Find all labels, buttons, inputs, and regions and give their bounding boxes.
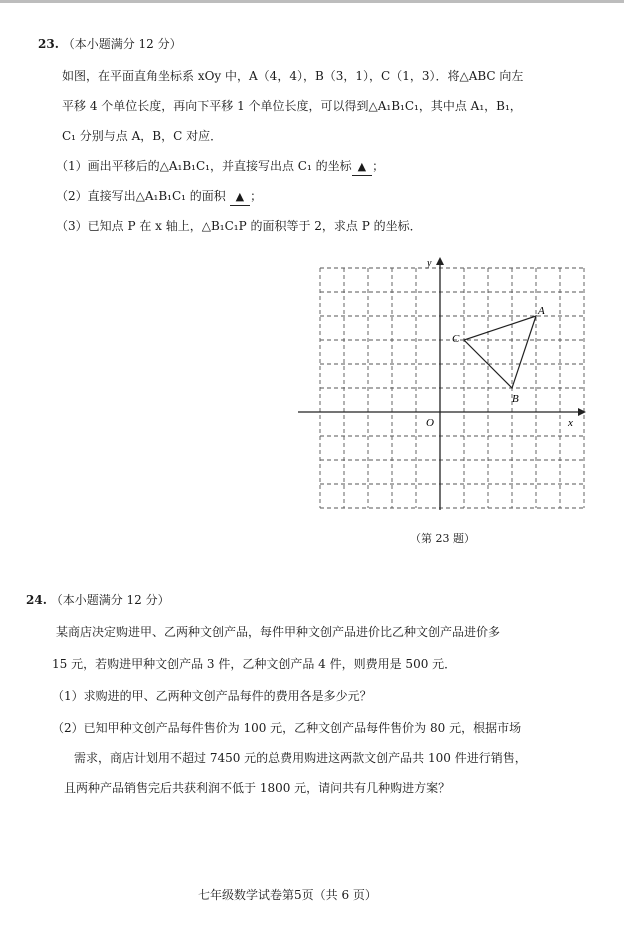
- q24-stem-line1: 某商店决定购进甲、乙两种文创产品，每件甲种文创产品进价比乙种文创产品进价多: [56, 625, 501, 639]
- top-edge-line: [0, 0, 624, 3]
- q24-score: （本小题满分 12 分）: [50, 593, 170, 607]
- blank-triangle-icon: ▲: [235, 190, 245, 203]
- y-axis-label: y: [427, 258, 432, 269]
- page-footer: 七年级数学试卷第5页（共 6 页）: [198, 888, 377, 902]
- q23-sub2-end: ；: [250, 189, 263, 203]
- x-axis-arrow-icon: [578, 408, 586, 416]
- q23-sub1: [56, 158, 384, 176]
- x-axis-label: x: [568, 417, 573, 429]
- figure-caption: （第 23 题）: [410, 532, 475, 545]
- q23-header: [38, 36, 182, 52]
- q23-sub2: [56, 188, 262, 206]
- q24-number: 24.: [26, 593, 47, 607]
- q24-sub2-line1: （2）已知甲种文创产品每件售价为 100 元，乙种文创产品每件售价为 80 元，根据市场: [52, 721, 522, 735]
- coordinate-grid-svg: [294, 252, 590, 516]
- q23-stem-line3: C₁ 分别与点 A，B，C 对应．: [62, 129, 223, 143]
- answer-blank: [230, 188, 250, 206]
- q24-stem-line2: 15 元，若购进甲种文创产品 3 件，乙种文创产品 4 件，则费用是 500 元．: [52, 657, 457, 671]
- q24-sub1: （1）求购进的甲、乙两种文创产品每件的费用各是多少元？: [52, 689, 372, 703]
- triangle-abc: [464, 316, 536, 388]
- q23-sub1-end: ；: [372, 159, 385, 173]
- point-c-label: C: [452, 333, 460, 345]
- axes: [298, 257, 586, 510]
- q23-sub1-text: （1）画出平移后的△A₁B₁C₁，并直接写出点 C₁ 的坐标: [56, 159, 352, 173]
- q23-score: （本小题满分 12 分）: [62, 37, 182, 51]
- origin-label: O: [426, 417, 434, 429]
- q23-sub3: （3）已知点 P 在 x 轴上，△B₁C₁P 的面积等于 2，求点 P 的坐标．: [56, 219, 422, 233]
- q24-sub2-line2: 需求，商店计划用不超过 7450 元的总费用购进这两款文创产品共 100 件进行销售，: [74, 751, 527, 765]
- q23-sub2-text: （2）直接写出△A₁B₁C₁ 的面积: [56, 189, 226, 203]
- q23-stem-line1: 如图，在平面直角坐标系 xOy 中，A（4，4），B（3，1），C（1，3）．将△ABC 向左: [62, 69, 524, 83]
- blank-triangle-icon: ▲: [357, 160, 367, 173]
- point-b-label: B: [512, 393, 519, 405]
- grid-lines: [320, 268, 584, 508]
- q24-header: [26, 592, 170, 608]
- q23-number: 23.: [38, 37, 59, 51]
- q24-sub2-line3: 且两种产品销售完后共获利润不低于 1800 元，请问共有几种购进方案？: [64, 781, 451, 795]
- q23-stem-line2: 平移 4 个单位长度，再向下平移 1 个单位长度，可以得到△A₁B₁C₁，其中点 A₁，B₁，: [62, 99, 522, 113]
- answer-blank: [352, 158, 372, 176]
- point-a-label: A: [538, 305, 545, 317]
- y-axis-arrow-icon: [436, 257, 444, 265]
- coordinate-grid-figure: [294, 252, 590, 516]
